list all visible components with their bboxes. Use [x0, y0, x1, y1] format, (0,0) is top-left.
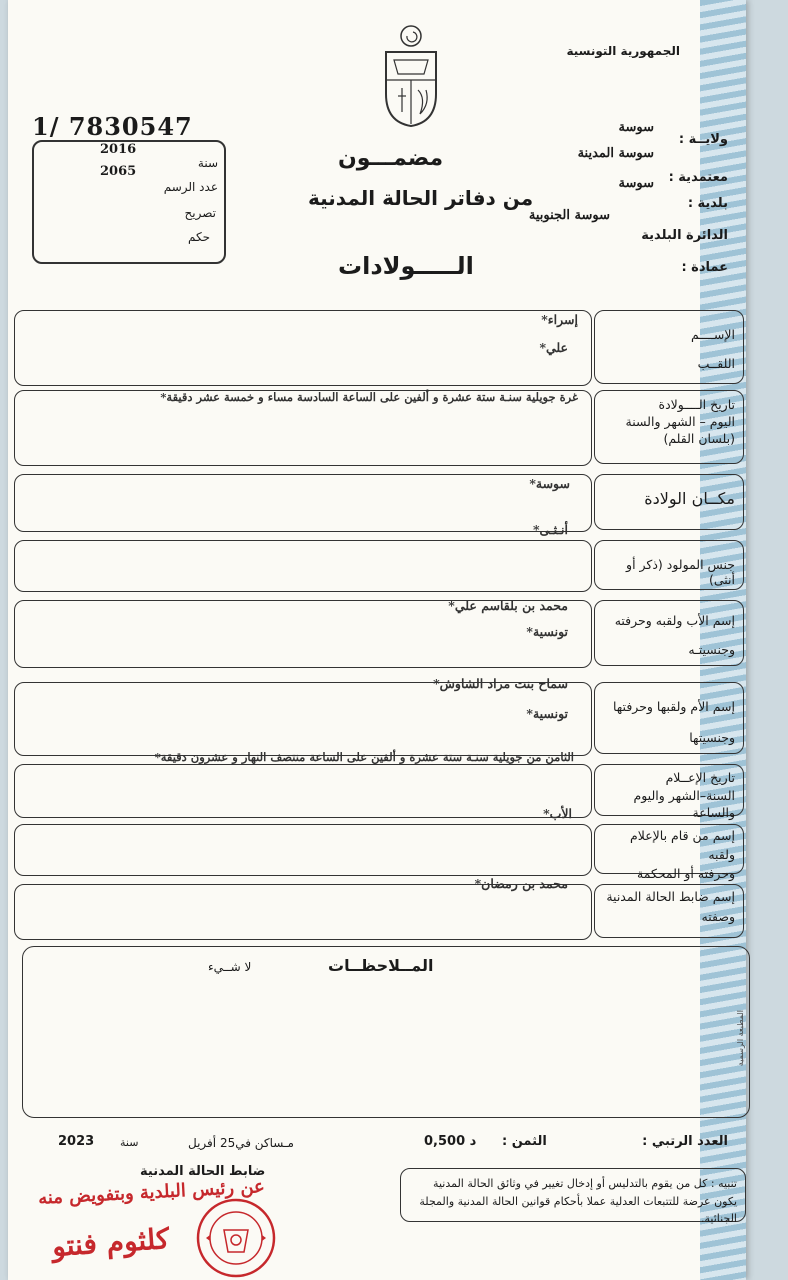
daira-label: الدائرة البلدية [641, 228, 728, 243]
birthdate-sublabel-words: (بلسان القلم) [663, 430, 735, 446]
title-madmoun: مضمـــون [338, 146, 444, 171]
father-label: إسم الأب ولقبه وحرفته [614, 613, 735, 628]
reference-box [32, 140, 226, 264]
place-date: مـساكن في25 أفريل [188, 1136, 294, 1150]
ref-number-label: عدد الرسم [163, 180, 218, 194]
surname-label: اللقــب [697, 356, 735, 371]
birthdate-label: تاريخ الــــولادة [658, 397, 735, 412]
declaration-date-label-box [594, 764, 744, 820]
baladia-label: بلدية : [687, 196, 728, 211]
declaration-date-value: الثامن من جويلية سنـة ستة عشرة و ألفين على الساعة منتصف النهار و عشرون دقيقة* [154, 750, 574, 764]
ref-number: 2065 [100, 164, 137, 179]
mother-value: سماح بنت مراد الشاوش* [433, 676, 568, 691]
father-value: محمد بن بلقاسم علي* [448, 598, 568, 613]
ref-judgment: حكم [187, 230, 210, 244]
sex-label: جنس المولود (ذكر أو أنثى) [626, 557, 735, 587]
declaration-date-label: تاريخ الإعــلام [665, 770, 735, 785]
ref-year: 2016 [100, 142, 137, 157]
sex-value: أنـثـى* [532, 522, 568, 537]
mutamadia-value: سوسة المدينة [577, 146, 654, 161]
signature-line: عن رئيس البلدية وبتفويض منه [37, 1176, 266, 1209]
declarant-value: الأب* [543, 806, 572, 821]
birthdate-sublabel: اليوم – الشهر والسنة [625, 413, 735, 429]
side-print-text: المطبعة الرسمية [736, 1010, 745, 1067]
mother-label-box [594, 682, 744, 754]
father-nationality-label: وجنسيتـه [688, 642, 735, 657]
declaration-date-sublabel: السنة–الشهر واليوم والساعة [633, 787, 735, 820]
birthplace-label: مكــان الولادة [644, 489, 735, 508]
declarant-label-box [594, 824, 744, 881]
officer-label-box [594, 884, 744, 938]
birthplace-value-box [14, 474, 592, 532]
declarant-value-box [14, 824, 592, 876]
year-label: سنة [120, 1136, 139, 1149]
serial-label: العدد الرتبي : [642, 1134, 728, 1149]
official-stamp-icon [194, 1196, 278, 1280]
serial-number: 1/ 7830547 [32, 112, 193, 141]
birthplace-label-box [594, 474, 744, 530]
mother-label: إسم الأم ولقبها وحرفتها [612, 699, 735, 714]
officer-title: ضابط الحالة المدنية [140, 1164, 266, 1179]
wilaya-value: سوسة [618, 120, 654, 135]
birthplace-value: سوسة* [529, 476, 570, 491]
price-label: الثمن : [502, 1134, 547, 1149]
warning-box [400, 1168, 746, 1226]
imada-label: عمادة : [681, 260, 728, 275]
officer-label: إسم ضابط الحالة المدنية [606, 889, 735, 904]
year-value: 2023 [58, 1134, 95, 1149]
surname-value: علي* [539, 340, 568, 355]
sex-label-box [594, 540, 744, 590]
signature-name: كلثوم فنتو [50, 1221, 171, 1264]
notes-label: المــلاحظــات [328, 956, 434, 975]
daira-value: سوسة الجنوبية [528, 208, 610, 223]
title-register: من دفاتر الحالة المدنية [308, 186, 534, 210]
mother-nationality-label: وجنسيتها [689, 730, 735, 745]
name-value-box [14, 310, 592, 386]
name-value: إسراء* [541, 312, 578, 327]
father-label-box [594, 600, 744, 666]
father-nationality-value: تونسية* [526, 624, 568, 639]
ref-year-label: سنة [197, 156, 218, 170]
officer-sublabel: وصفته [701, 909, 735, 924]
mother-value-box [14, 682, 592, 756]
notes-value: لا شــيء [208, 960, 252, 974]
warning-text: تنبيه : كل من يقوم بالتدليس أو إدخال تغيير في وثائق الحالة المدنية يكون عرضة للتتبعات العدلية عملا بأحكام قوانين الحالة المدنية والمجلة الجنائية. [419, 1177, 737, 1226]
tunisia-coat-of-arms-icon [380, 24, 442, 128]
document-page [8, 0, 746, 1280]
birthdate-label-box [594, 390, 744, 464]
baladia-value: سوسة [618, 176, 654, 191]
ref-declaration: تصريح [184, 206, 216, 220]
birthdate-value: غرة جويلية سنـة ستة عشرة و ألفين على الساعة السادسة مساء و خمسة عشر دقيقة* [160, 390, 578, 404]
declaration-date-value-box [14, 764, 592, 818]
declarant-sublabel: وحرفته أو المحكمة [637, 865, 735, 881]
name-label-box [594, 310, 744, 384]
name-label: الإســــم [690, 327, 735, 342]
republic-title: الجمهورية التونسية [566, 44, 680, 58]
officer-value-box [14, 884, 592, 940]
mutamadia-label: معتمدية : [668, 170, 728, 185]
declarant-label: إسم من قام بالإعلام ولقبه [630, 828, 735, 862]
wilaya-label: ولايــة : [678, 132, 728, 147]
title-births: الـــــولادات [338, 252, 474, 280]
sex-value-box [14, 540, 592, 592]
officer-value: محمد بن رمضان* [474, 876, 568, 891]
price-value: 0,500 د [424, 1134, 477, 1149]
mother-nationality-value: تونسية* [526, 706, 568, 721]
